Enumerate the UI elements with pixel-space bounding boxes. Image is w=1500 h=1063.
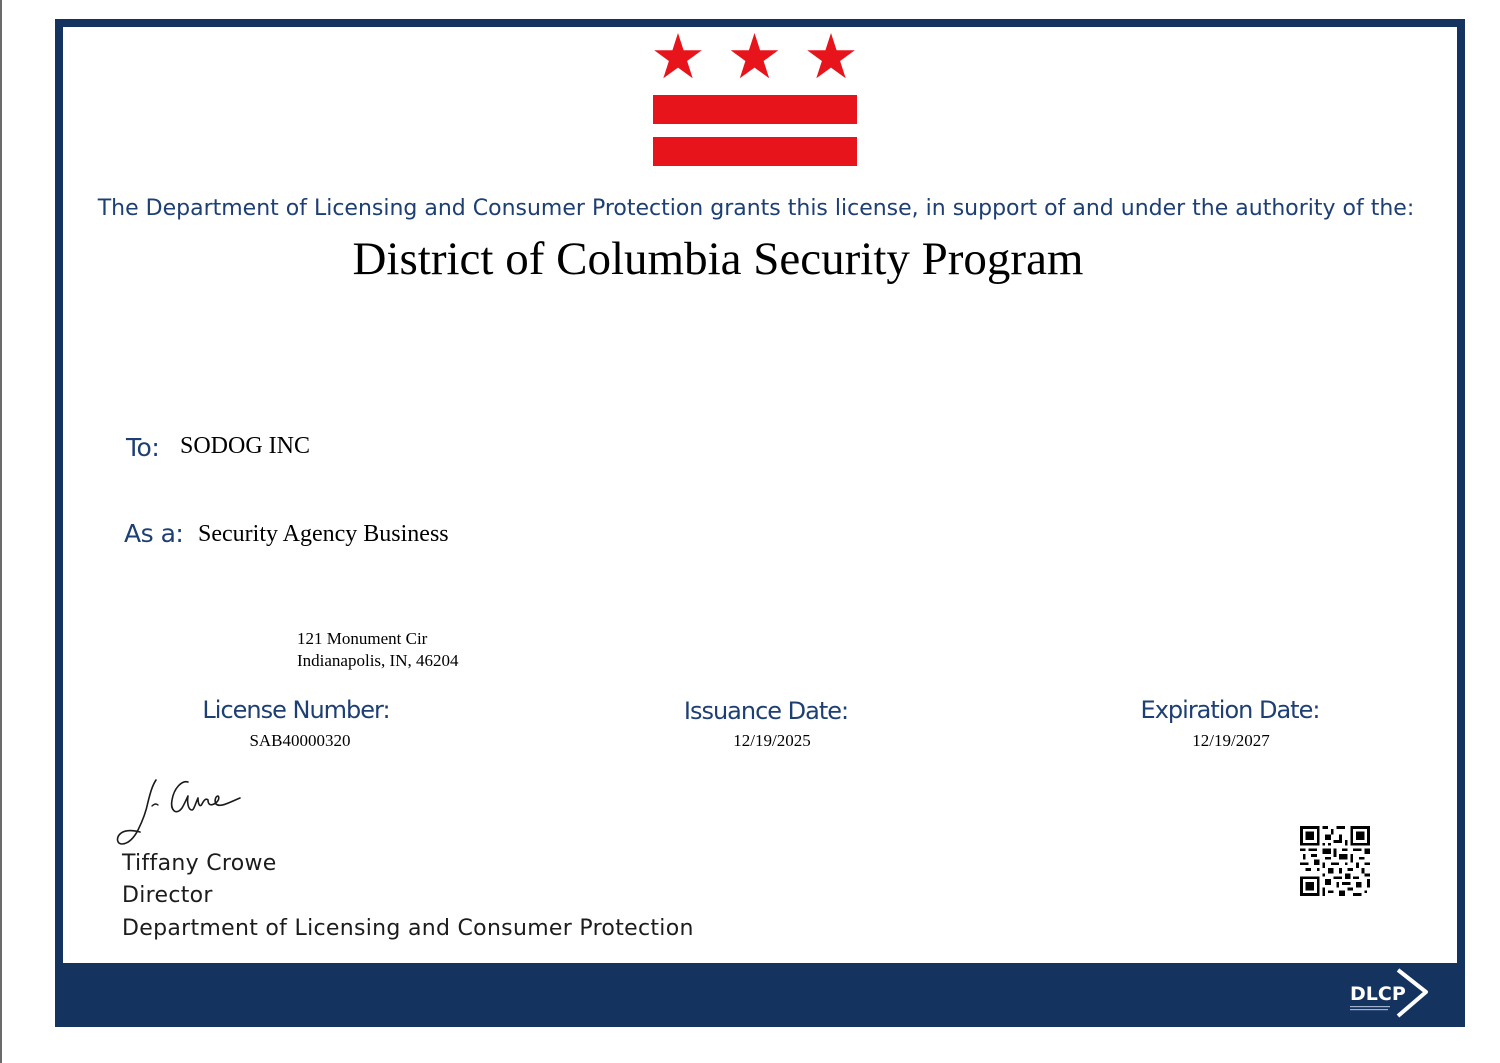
to-label: To: [126, 433, 160, 462]
address-line-1: 121 Monument Cir [297, 629, 428, 648]
grant-statement: The Department of Licensing and Consumer Protection grants this license, in support of and under the authority of the: [97, 196, 1415, 221]
license-number-value: SAB40000320 [249, 731, 351, 750]
address-line-2: Indianapolis, IN, 46204 [297, 651, 459, 670]
expiration-date-label: Expiration Date: [1140, 696, 1320, 724]
licensee-address [297, 628, 458, 672]
program-title: District of Columbia Security Program [352, 233, 1084, 285]
licensee-name: SODOG INC [180, 433, 311, 459]
page-edge [0, 0, 2, 1063]
expiration-date-value: 12/19/2027 [1192, 731, 1270, 750]
certificate-body [63, 27, 1457, 963]
dlcp-logo-text: DLCP [1350, 983, 1406, 1005]
license-type: Security Agency Business [198, 521, 449, 547]
as-a-label: As a: [124, 519, 184, 548]
signatory-title: Director [122, 883, 213, 908]
signatory-name: Tiffany Crowe [122, 851, 277, 876]
dlcp-logo-icon [1346, 966, 1432, 1020]
qr-code-icon[interactable] [1300, 826, 1370, 896]
issuance-date-label: Issuance Date: [683, 697, 849, 725]
signature-image [112, 772, 252, 852]
signatory-department: Department of Licensing and Consumer Protection [122, 916, 694, 941]
dc-flag-icon [652, 33, 857, 167]
issuance-date-value: 12/19/2025 [733, 731, 811, 750]
license-number-label: License Number: [202, 696, 390, 724]
